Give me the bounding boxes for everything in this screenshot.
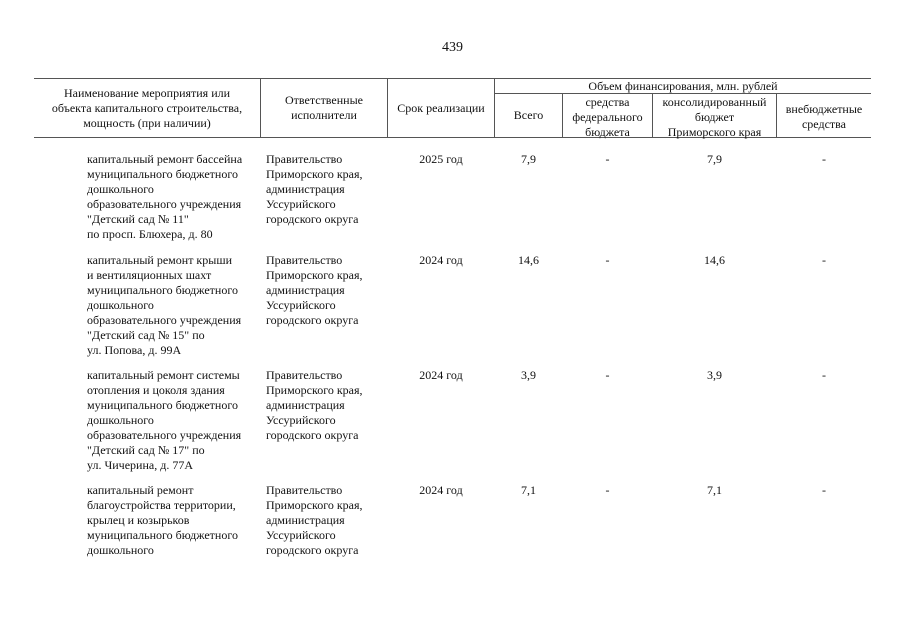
header-col-executors: Ответственные исполнители bbox=[285, 93, 363, 122]
header-col-name: Наименование мероприятия или объекта капитального строительства, мощность (при наличии) bbox=[51, 86, 243, 130]
row-term: 2024 год bbox=[419, 483, 463, 497]
row-consolidated: 3,9 bbox=[707, 368, 722, 382]
row-name: капитальный ремонт благоустройства территории, крылец и козырьков муниципального бюджетного дошкольного bbox=[87, 483, 238, 557]
row-offbudget: - bbox=[822, 483, 826, 497]
row-executors: Правительство Приморского края, администрация Уссурийского городского округа bbox=[266, 253, 363, 327]
header-col-term: Срок реализации bbox=[397, 101, 485, 115]
row-federal: - bbox=[605, 253, 610, 267]
row-executors: Правительство Приморского края, администрация Уссурийского городского округа bbox=[266, 152, 363, 226]
row-federal: - bbox=[605, 368, 610, 382]
header-col-offbudget: внебюджетные средства bbox=[785, 102, 863, 131]
row-total: 14,6 bbox=[518, 253, 539, 267]
row-name: капитальный ремонт бассейна муниципального бюджетного дошкольного образовательного учреждения "Детский сад № 11" по просп. Блюхера, д. 80 bbox=[87, 152, 243, 241]
page-number: 439 bbox=[442, 40, 463, 55]
row-consolidated: 14,6 bbox=[704, 253, 725, 267]
row-executors: Правительство Приморского края, администрация Уссурийского городского округа bbox=[266, 483, 363, 557]
row-total: 3,9 bbox=[521, 368, 536, 382]
header-col-total: Всего bbox=[513, 108, 544, 122]
row-offbudget: - bbox=[822, 368, 826, 382]
row-name: капитальный ремонт крыши и вентиляционных шахт муниципального бюджетного дошкольного образовательного учреждения "Детский сад № 15" по ул. Попова, д. 99А bbox=[87, 253, 242, 357]
header-financing-group: Объем финансирования, млн. рублей bbox=[588, 79, 778, 93]
row-consolidated: 7,1 bbox=[707, 483, 722, 497]
row-consolidated: 7,9 bbox=[707, 152, 722, 166]
row-total: 7,1 bbox=[521, 483, 536, 497]
row-term: 2024 год bbox=[419, 253, 463, 267]
row-name: капитальный ремонт системы отопления и цоколя здания муниципального бюджетного дошкольного образовательного учреждения "Детский сад № 17" по ул. Чичерина, д. 77А bbox=[87, 368, 242, 472]
row-total: 7,9 bbox=[521, 152, 536, 166]
row-term: 2024 год bbox=[419, 368, 463, 382]
row-federal: - bbox=[605, 152, 610, 166]
row-offbudget: - bbox=[822, 253, 826, 267]
row-federal: - bbox=[605, 483, 610, 497]
header-col-consolidated: консолидированный бюджет Приморского края bbox=[662, 95, 767, 139]
header-col-federal: средства федерального бюджета bbox=[572, 95, 643, 139]
row-offbudget: - bbox=[822, 152, 826, 166]
row-executors: Правительство Приморского края, администрация Уссурийского городского округа bbox=[266, 368, 363, 442]
row-term: 2025 год bbox=[419, 152, 463, 166]
